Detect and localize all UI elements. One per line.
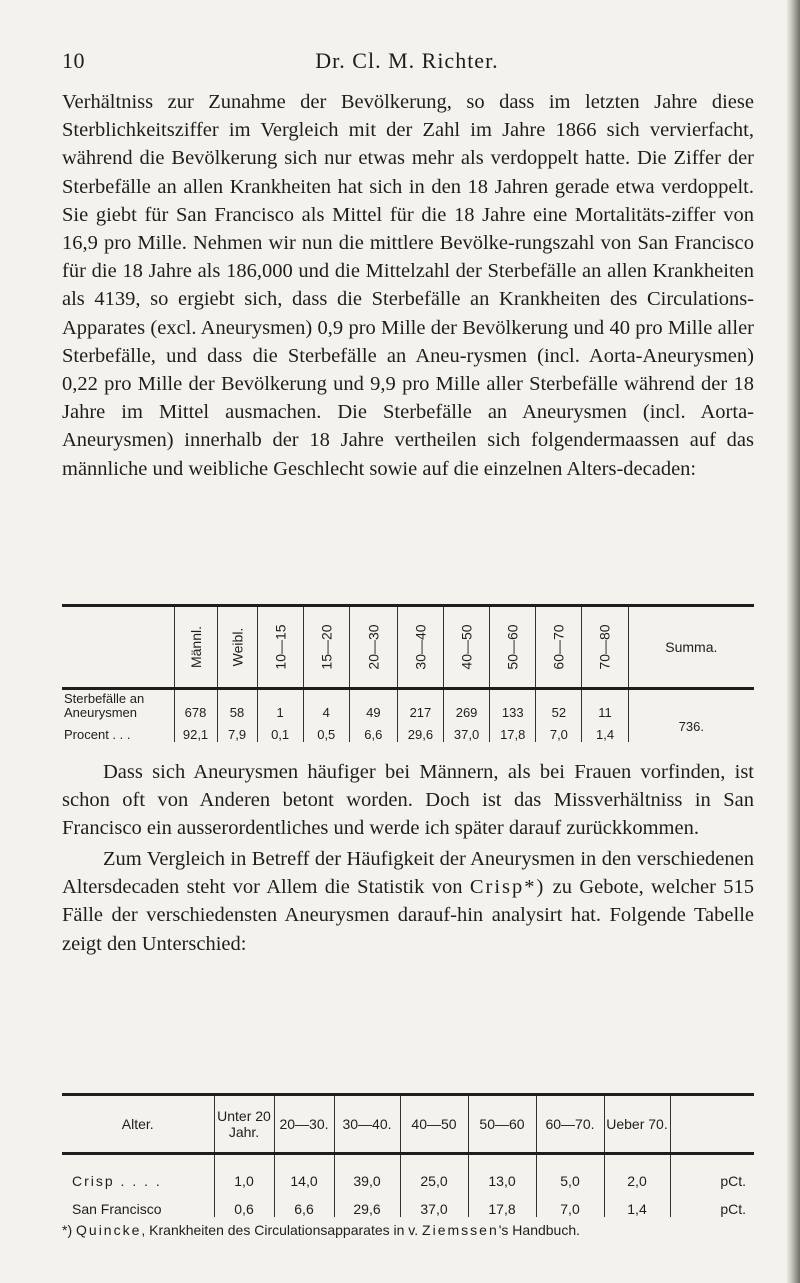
- page-header: [62, 48, 752, 82]
- row-label: Procent . . .: [64, 727, 131, 742]
- row-label: Sterbefälle an Aneurysmen: [64, 691, 145, 720]
- page-number: 10: [62, 48, 85, 73]
- table-cell: 17,8: [490, 720, 536, 742]
- unit-label: pCt.: [670, 1189, 754, 1217]
- book-spine-edge: [786, 0, 800, 1283]
- paragraph-1: Verhältniss zur Zunahme der Bevölkerung, so dass im letzten Jahre diese Sterblichkeitsziffer im Vergleich mit der Zahl im Jahre 1866 sich vervierfacht, während die Bevölkerung sich nur etwas mehr als verdoppelt hatte. Die Ziffer der Sterbefälle an allen Krankheiten hat sich in den 18 Jahren gerade etwa verdoppelt. Sie giebt für San Francisco als Mittel für die 18 Jahre eine Mortalitäts-ziffer von 16,9 pro Mille. Nehmen wir nun die mittlere Bevölke-rungszahl von San Francisco für die 18 Jahre als 186,000 und die Mittelzahl der Sterbefälle an allen Krankheiten als 4139, so ergiebt sich, dass die Sterbefälle an Krankheiten des Circulations-Apparates (excl. Aneurysmen) 0,9 pro Mille der Bevölkerung und 40 pro Mille aller Sterbefälle, und dass die Sterbefälle an Aneu-rysmen (incl. Aorta-Aneurysmen) 0,22 pro Mille der Bevölkerung und 9,9 pro Mille aller Sterbefälle während der 18 Jahre im Mittel ausmachen. Die Sterbefälle an Aneurysmen (incl. Aorta-Aneurysmen) innerhalb der 18 Jahre vertheilen sich folgendermaassen auf das männliche und weibliche Geschlecht sowie auf die einzelnen Alters-decaden:: [62, 91, 754, 480]
- table-cell: 1,4: [582, 720, 628, 742]
- header-summa: Summa.: [628, 606, 754, 689]
- table-cell: 1,0: [214, 1154, 274, 1190]
- unit-label: pCt.: [670, 1154, 754, 1190]
- table-cell: 133: [490, 689, 536, 721]
- table-cell: 2,0: [604, 1154, 670, 1190]
- table-row: [62, 689, 754, 721]
- footnote: [62, 1221, 754, 1240]
- table-cell: 269: [444, 689, 490, 721]
- aneurysm-deaths-table: [62, 604, 754, 742]
- paragraph-2: Dass sich Aneurysmen häufiger bei Männern, als bei Frauen vorfinden, ist schon oft von Anderen betont worden. Doch ist das Missverhältniss in San Francisco ein ausserordentliches und werde ich später darauf zurückkommen.: [62, 761, 754, 840]
- header-30-40: 30—40: [397, 606, 443, 689]
- table-cell: 14,0: [274, 1154, 334, 1190]
- age-comparison-table: [62, 1093, 754, 1217]
- footnote-marker: *): [62, 1222, 73, 1238]
- table-row: [62, 1154, 754, 1190]
- footnote-text: , Krankheiten des Circulationsapparates in v.: [141, 1222, 423, 1238]
- table-cell: 6,6: [274, 1189, 334, 1217]
- header-weibl: Weibl.: [217, 606, 257, 689]
- table-cell: 0,1: [257, 720, 303, 742]
- footnote-text: 's Handbuch.: [498, 1222, 581, 1238]
- table-cell: 37,0: [444, 720, 490, 742]
- header-maennl: Männl.: [174, 606, 217, 689]
- header-50-60: 50—60: [490, 606, 536, 689]
- paragraph-3-text: Zum Vergleich in Betreff der Häufigkeit der Aneurysmen in den verschiedenen Altersdecaden steht vor Allem die Statistik von: [62, 848, 754, 899]
- table-cell: 0,6: [214, 1189, 274, 1217]
- table-cell: 37,0: [400, 1189, 468, 1217]
- table-cell: 52: [536, 689, 582, 721]
- table-cell: 5,0: [536, 1154, 604, 1190]
- footnote-editor: Ziemssen: [422, 1222, 499, 1238]
- footnote-author: Quincke: [76, 1222, 142, 1238]
- row-label: Crisp . . . .: [72, 1173, 162, 1189]
- header-60-70: 60—70: [536, 606, 582, 689]
- table-cell: 58: [217, 689, 257, 721]
- header-alter: Alter.: [62, 1095, 214, 1154]
- paragraph-3: [62, 845, 754, 958]
- table-cell: 1: [257, 689, 303, 721]
- table-row: [62, 1189, 754, 1217]
- table-cell: 11: [582, 689, 628, 721]
- header-10-15: 10—15: [257, 606, 303, 689]
- table-cell: 678: [174, 689, 217, 721]
- table-cell: 6,6: [349, 720, 397, 742]
- table-cell: 92,1: [174, 720, 217, 742]
- table-cell: 49: [349, 689, 397, 721]
- header-30-40: 30—40.: [334, 1095, 400, 1154]
- table-cell: 1,4: [604, 1189, 670, 1217]
- table-cell: 7,0: [536, 720, 582, 742]
- table-cell: 17,8: [468, 1189, 536, 1217]
- table-cell: 39,0: [334, 1154, 400, 1190]
- table-cell: 13,0: [468, 1154, 536, 1190]
- author-name: Crisp*): [469, 876, 546, 899]
- table-cell: 29,6: [334, 1189, 400, 1217]
- table-cell: 4: [303, 689, 349, 721]
- table-cell: 7,9: [217, 720, 257, 742]
- header-20-30: 20—30.: [274, 1095, 334, 1154]
- header-15-20: 15—20: [303, 606, 349, 689]
- header-ueber-70: Ueber 70.: [604, 1095, 670, 1154]
- row-label: San Francisco: [72, 1201, 162, 1217]
- table-cell: 217: [397, 689, 443, 721]
- header-40-50: 40—50: [400, 1095, 468, 1154]
- header-50-60: 50—60: [468, 1095, 536, 1154]
- header-70-80: 70—80: [582, 606, 628, 689]
- table-cell: 25,0: [400, 1154, 468, 1190]
- table-cell: 29,6: [397, 720, 443, 742]
- paragraph-3-text: zu Gebote, welcher 515 Fälle der verschiedensten Aneurysmen darauf-hin analysirt hat. Folgende Tabelle zeigt den Unterschied:: [62, 876, 755, 955]
- running-head: Dr. Cl. M. Richter.: [315, 48, 499, 73]
- table-cell: 0,5: [303, 720, 349, 742]
- header-20-30: 20—30: [349, 606, 397, 689]
- header-unter-20: Unter 20 Jahr.: [214, 1095, 274, 1154]
- table-cell: 7,0: [536, 1189, 604, 1217]
- header-40-50: 40—50: [444, 606, 490, 689]
- summa-value: 736.: [628, 689, 754, 743]
- header-60-70: 60—70.: [536, 1095, 604, 1154]
